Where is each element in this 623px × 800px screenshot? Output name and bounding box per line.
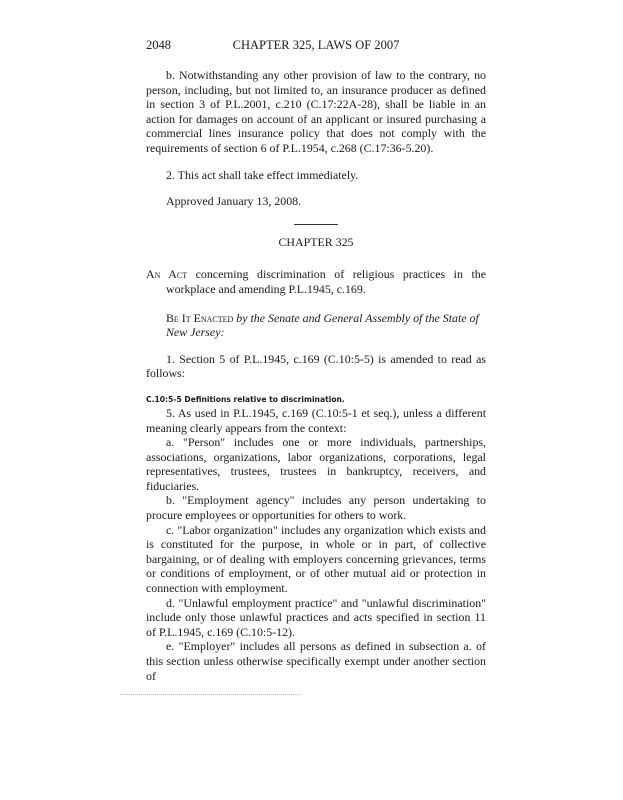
- definition-c: c. "Labor organization" includes any organization which exists and is constituted for the purpose, in whole or in part, of collective bargaining, or of dealing with employers concerning grievances, terms or conditions of employment, or of other mutual aid or protection in connection with employment.: [146, 522, 486, 596]
- prior-section-2: 2. This act shall take effect immediately.: [166, 167, 359, 182]
- act-title: [146, 267, 486, 296]
- definition-a: a. "Person" includes one or more individuals, partnerships, associations, organizations, labor organizations, corporations, legal representatives, trustees, trustees in bankruptcy, receivers, and fiduciaries.: [146, 435, 486, 493]
- act-lead-first: A: [146, 267, 155, 282]
- running-title: CHAPTER 325, LAWS OF 2007: [232, 38, 400, 52]
- enacting-clause: [146, 311, 486, 340]
- enacting-lead: Be It Enacted: [166, 310, 234, 325]
- act-lead-rest: n Act: [154, 267, 188, 282]
- margin-note: C.10:5-5 Definitions relative to discrimination.: [146, 394, 345, 404]
- definition-e: e. "Employer" includes all persons as defined in subsection a. of this section unless otherwise specifically exempt under another section of: [146, 639, 486, 683]
- enacting-text: by the Senate and General Assembly of the State of New Jersey:: [166, 310, 479, 340]
- page-number: 2048: [146, 38, 171, 52]
- document-body: [146, 68, 486, 683]
- chapter-heading: CHAPTER 325: [278, 234, 354, 249]
- act-title-text: concerning discrimination of religious practices in the workplace and amending P.L.1945, c.169.: [166, 267, 486, 296]
- approval-date: Approved January 13, 2008.: [166, 194, 302, 209]
- scan-artifact: [120, 694, 300, 697]
- definition-d: d. "Unlawful employment practice" and "unlawful discrimination" include only those unlawful practices and acts specified in section 11 of P.L.1945, c.169 (C.10:5-12).: [146, 595, 486, 639]
- section-1: 1. Section 5 of P.L.1945, c.169 (C.10:5-5) is amended to read as follows:: [146, 351, 486, 381]
- definition-b: b. "Employment agency" includes any person undertaking to procure employees or opportunities for others to work.: [146, 493, 486, 523]
- section-divider: [294, 224, 338, 225]
- section-5-intro: 5. As used in P.L.1945, c.169 (C.10:5-1 et seq.), unless a different meaning clearly appears from the context:: [146, 405, 486, 435]
- prior-subsection-b: b. Notwithstanding any other provision of law to the contrary, no person, including, but not limited to, an insurance producer as defined in section 3 of P.L.2001, c.210 (C.17:22A-28), shall be liable in an action for damages on account of an applicant or insured purchasing a commercial lines insurance policy that does not comply with the requirements of section 6 of P.L.1954, c.268 (C.17:36-5.20).: [146, 68, 486, 155]
